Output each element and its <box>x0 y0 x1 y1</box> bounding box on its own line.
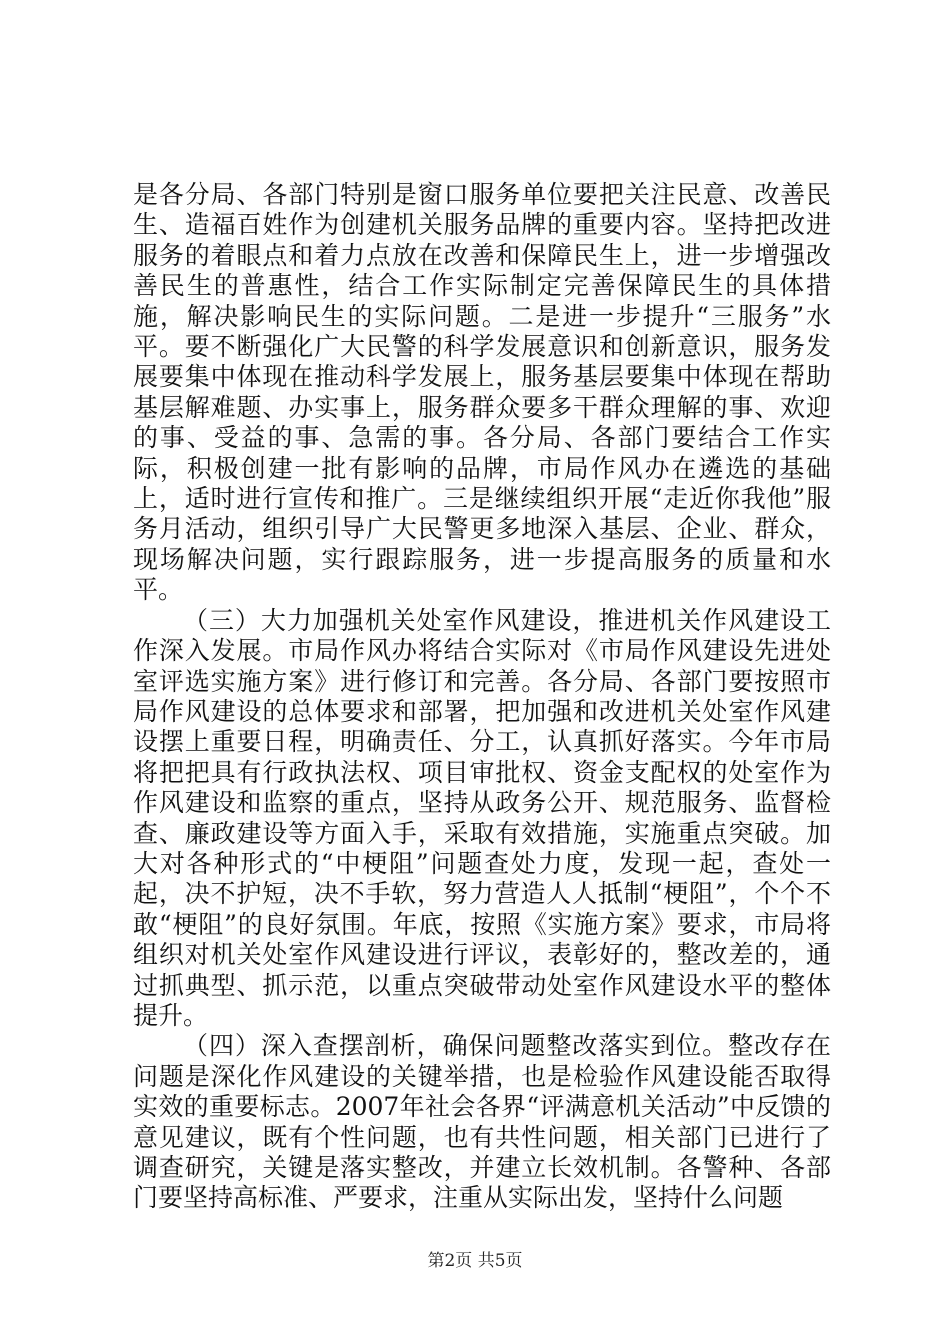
paragraph-3: （四）深入查摆剖析，确保问题整改落实到位。整改存在问题是深化作风建设的关键举措，也是检验作风建设能否取得实效的重要标志。2007年社会各界“评满意机关活动”中反馈的意见建议，既有个性问题，也有共性问题，相关部门已进行了调查研究，关键是落实整改，并建立长效机制。各警种、各部门要坚持高标准、严要求，注重从实际出发，坚持什么问题 <box>133 1031 831 1213</box>
body-text <box>133 180 831 1214</box>
page-footer: 第2页 共5页 <box>427 1251 523 1271</box>
paragraph-2: （三）大力加强机关处室作风建设，推进机关作风建设工作深入发展。市局作风办将结合实际对《市局作风建设先进处室评选实施方案》进行修订和完善。各分局、各部门要按照市局作风建设的总体要求和部署，把加强和改进机关处室作风建设摆上重要日程，明确责任、分工，认真抓好落实。今年市局将把把具有行政执法权、项目审批权、资金支配权的处室作为作风建设和监察的重点，坚持从政务公开、规范服务、监督检查、廉政建设等方面入手，采取有效措施，实施重点突破。加大对各种形式的“中梗阻”问题查处力度，发现一起，查处一起，决不护短，决不手软，努力营造人人抵制“梗阻”，个个不敢“梗阻”的良好氛围。年底，按照《实施方案》要求，市局将组织对机关处室作风建设进行评议，表彰好的，整改差的，通过抓典型、抓示范，以重点突破带动处室作风建设水平的整体提升。 <box>133 605 831 1030</box>
paragraph-1: 是各分局、各部门特别是窗口服务单位要把关注民意、改善民生、造福百姓作为创建机关服务品牌的重要内容。坚持把改进服务的着眼点和着力点放在改善和保障民生上，进一步增强改善民生的普惠性，结合工作实际制定完善保障民生的具体措施，解决影响民生的实际问题。二是进一步提升“三服务”水平。要不断强化广大民警的科学发展意识和创新意识，服务发展要集中体现在推动科学发展上，服务基层要集中体现在帮助基层解难题、办实事上，服务群众要多干群众理解的事、欢迎的事、受益的事、急需的事。各分局、各部门要结合工作实际，积极创建一批有影响的品牌，市局作风办在遴选的基础上，适时进行宣传和推广。三是继续组织开展“走近你我他”服务月活动，组织引导广大民警更多地深入基层、企业、群众，现场解决问题，实行跟踪服务，进一步提高服务的质量和水平。 <box>133 180 831 605</box>
